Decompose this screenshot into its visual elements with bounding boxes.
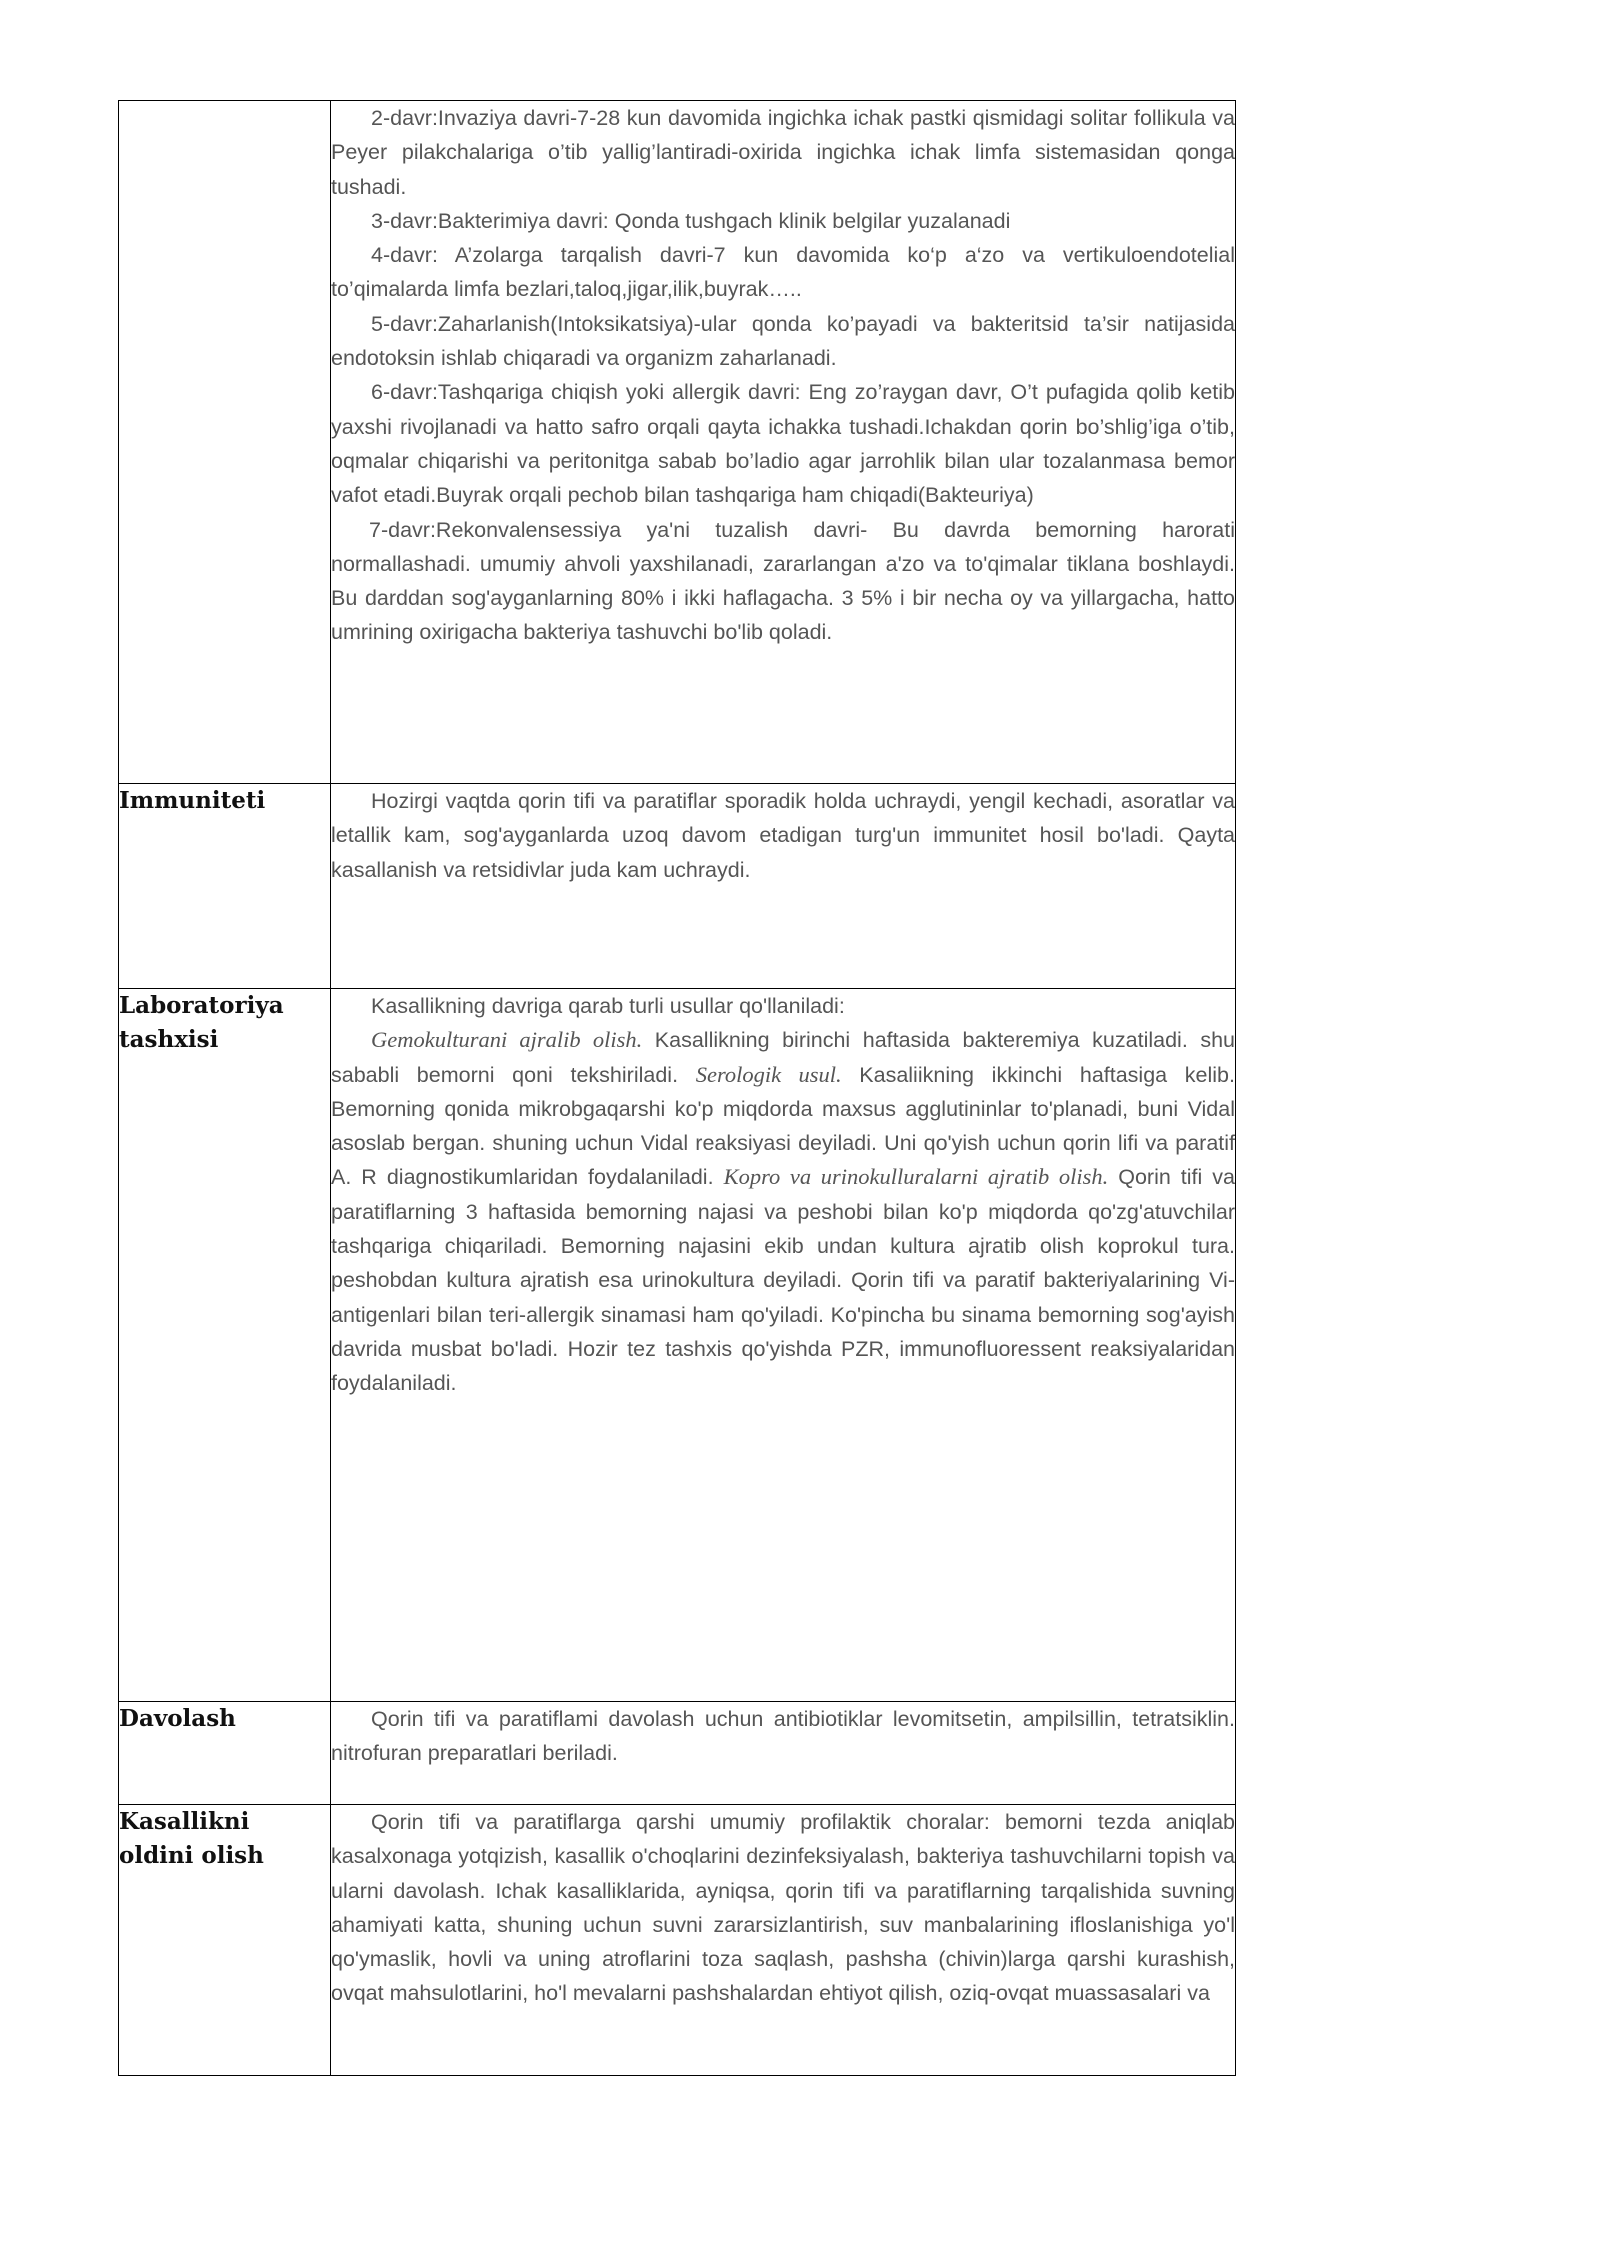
row-label-laboratoriya	[119, 989, 331, 1702]
paragraph-davr-2: 2-davr:Invaziya davri-7-28 kun davomida ingichka ichak pastki qismidagi solitar follikula va Peyer pilakchalariga o’tib yallig’lantiradi-oxirida ingichka ichak limfa sistemasidan qonga tushadi.	[331, 106, 1235, 199]
row-content-oldini-olish	[331, 1805, 1236, 2076]
paragraph-davr-6: 6-davr:Tashqariga chiqish yoki allergik davri: Eng zo’raygan davr, O’t pufagida qolib ketib yaxshi rivojlanadi va hatto safro orqali qayta ichakka tushadi.Ichakdan qorin bo’shlig’iga o’tib, oqmalar chiqarishi va peritonitga sabab bo’ladio agar jarrohlik bilan ular tozalanmasa bemor vafot etadi.Buyrak orqali pechob bilan tashqariga ham chiqadi(Bakteuriya)	[331, 380, 1235, 508]
label-line-2: oldini olish	[119, 1842, 264, 1869]
paragraph-treatment: Qorin tifi va paratiflami davolash uchun antibiotiklar levomitsetin, ampilsillin, tetratsiklin. nitrofuran preparatlari beriladi.	[331, 1707, 1235, 1766]
method-text-serologik: Kasaliikning ikkinchi haftasiga kelib. Bemorning qonida mikrobgaqarshi ko'p miqdorda maxsus agglutininlar to'planadi, buni Vidal asoslab bergan. shuning uchun Vidal reaksiyasi deyiladi. Uni qo'yish uchun qorin lifi va paratif A. R diagnostikumlaridan foydalaniladi.	[331, 1062, 1235, 1190]
row-content-periods	[331, 101, 1236, 784]
paragraph-lab-methods	[331, 1023, 1235, 1400]
method-text-kopro: Qorin tifi va paratiflarning 3 haftasida bemorning najasi va peshobi bilan ko'p miqdorda qo'zg'atuvchilar tashqariga chiqariladi. Bemorning najasini ekib undan kultura ajratib olish koprokul tura. peshobdan kultura ajratish esa urinokultura deyiladi. Qorin tifi va paratif bakteriyalarining Vi-antigenlari bilan teri-allergik sinamasi ham qo'yiladi. Ko'pincha bu sinama bemorning sog'ayish davrida musbat bo'ladi. Hozir tez tashxis qo'yishda PZR, immunofluoressent reaksiyalaridan foydalaniladi.	[331, 1165, 1236, 1396]
paragraph-davr-3: 3-davr:Bakterimiya davri: Qonda tushgach klinik belgilar yuzalanadi	[371, 208, 1011, 233]
row-content-laboratoriya	[331, 989, 1236, 1702]
method-title-serologik: Serologik usul.	[695, 1061, 842, 1087]
row-content-immuniteti	[331, 784, 1236, 989]
paragraph-immunity: Hozirgi vaqtda qorin tifi va paratiflar sporadik holda uchraydi, yengil kechadi, asoratlar va letallik kam, sog'ayganlarda uzoq davom etadigan turg'un immunitet hosil bo'ladi. Qayta kasallanish va retsidivlar juda kam uchraydi.	[331, 789, 1235, 882]
label-line-1: Kasallikni	[119, 1808, 250, 1835]
row-label-empty	[119, 101, 331, 784]
table-row	[119, 784, 1236, 989]
method-text-gemokultura: Kasallikning birinchi haftasida bakteremiya kuzatiladi. shu sababli bemorni qoni tekshiriladi.	[331, 1028, 1235, 1087]
table-row	[119, 989, 1236, 1702]
row-label-davolash: Davolash	[119, 1702, 331, 1805]
row-label-oldini-olish	[119, 1805, 331, 2076]
row-content-davolash	[331, 1702, 1236, 1805]
row-label-immuniteti: Immuniteti	[119, 784, 331, 989]
paragraph-davr-7: 7-davr:Rekonvalensessiya ya'ni tuzalish davri- Bu davrda bemorning harorati normallashadi. umumiy ahvoli yaxshilanadi, zararlangan a'zo va to'qimalar tiklana boshlaydi. Bu darddan sog'ayganlarning 80% i ikki haflagacha. 3 5% i bir necha oy va yillargacha, hatto umrining oxirigacha bakteriya tashuvchi bo'lib qoladi.	[331, 517, 1235, 645]
paragraph-davr-5: 5-davr:Zaharlanish(Intoksikatsiya)-ular qonda ko’payadi va bakteritsid ta’sir natijasida endotoksin ishlab chiqaradi va organizm zaharlanadi.	[331, 311, 1235, 371]
method-title-kopro: Kopro va urinokulluralarni ajratib olish.	[723, 1164, 1109, 1190]
table-row	[119, 101, 1236, 784]
table-row	[119, 1805, 1236, 2076]
paragraph-prevention: Qorin tifi va paratiflarga qarshi umumiy profilaktik choralar: bemorni tezda aniqlab kasalxonaga yotqizish, kasallik o'choqlarini dezinfeksiyalash, bakteriya tashuvchilarni topish va ularni davolash. Ichak kasalliklarida, ayniqsa, qorin tifi va paratiflarning tarqalishida suvning ahamiyati katta, shuning uchun suvni zararsizlantirish, suv manbalarining ifloslanishiga yo'l qo'ymaslik, hovli va uning atroflarini toza saqlash, pashsha (chivin)larga qarshi kurashish, ovqat mahsulotlarini, ho'l mevalarni pashshalardan ehtiyot qilish, oziq-ovqat muassasalari va	[331, 1810, 1235, 2006]
info-table	[118, 100, 1236, 2076]
label-line-1: Laboratoriya	[119, 992, 284, 1019]
table-row	[119, 1702, 1236, 1805]
method-title-gemokultura: Gemokulturani ajralib olish.	[371, 1027, 643, 1053]
paragraph-davr-4: 4-davr: A’zolarga tarqalish davri-7 kun davomida ko‘p a‘zo va vertikuloendotelial to’qimalarda limfa bezlari,taloq,jigar,ilik,buyrak…..	[331, 243, 1235, 302]
paragraph-lab-intro: Kasallikning davriga qarab turli usullar qo'llaniladi:	[371, 994, 845, 1018]
label-line-2: tashxisi	[119, 1026, 219, 1053]
